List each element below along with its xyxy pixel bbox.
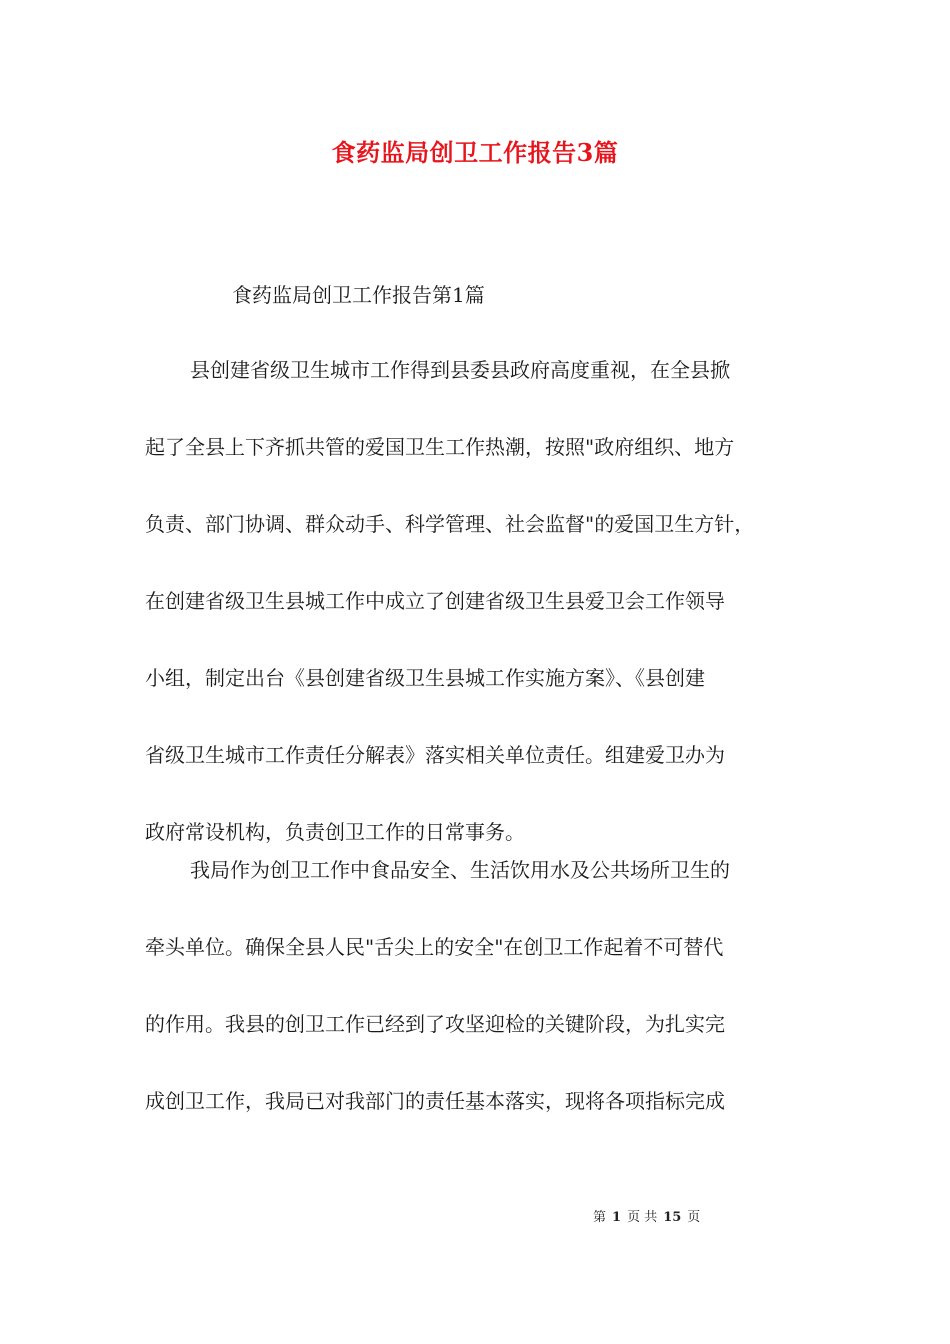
paragraph-line: 牵头单位。确保全县人民"舌尖上的安全"在创卫工作起着不可替代	[145, 935, 724, 959]
footer-suffix: 页	[687, 1210, 701, 1225]
paragraph-line: 成创卫工作，我局已对我部门的责任基本落实，现将各项指标完成	[145, 1089, 725, 1113]
current-page-number: 1	[612, 1210, 622, 1225]
paragraph-line: 省级卫生城市工作责任分解表》落实相关单位责任。组建爱卫办为	[145, 743, 725, 767]
paragraph-1	[145, 350, 810, 889]
paragraph-line: 政府常设机构，负责创卫工作的日常事务。	[145, 820, 525, 844]
footer-prefix: 第	[593, 1210, 607, 1225]
section-title: 食药监局创卫工作报告第1篇	[232, 283, 485, 307]
paragraph-line: 起了全县上下齐抓共管的爱国卫生工作热潮，按照"政府组织、地方	[145, 435, 735, 459]
paragraph-line: 在创建省级卫生县城工作中成立了创建省级卫生县爱卫会工作领导	[145, 589, 725, 613]
paragraph-2	[145, 850, 810, 1158]
paragraph-line: 的作用。我县的创卫工作已经到了攻坚迎检的关键阶段，为扎实完	[145, 1012, 725, 1036]
total-pages-number: 15	[663, 1210, 682, 1225]
paragraph-line: 县创建省级卫生城市工作得到县委县政府高度重视，在全县掀	[190, 358, 730, 382]
page-footer	[590, 1207, 703, 1229]
paragraph-line: 我局作为创卫工作中食品安全、生活饮用水及公共场所卫生的	[190, 858, 730, 882]
paragraph-line: 负责、部门协调、群众动手、科学管理、社会监督"的爱国卫生方针，	[145, 512, 755, 536]
paragraph-line: 小组，制定出台《县创建省级卫生县城工作实施方案》、《县创建	[145, 666, 705, 690]
footer-middle: 页 共	[627, 1210, 658, 1225]
document-title: 食药监局创卫工作报告3篇	[331, 138, 619, 167]
